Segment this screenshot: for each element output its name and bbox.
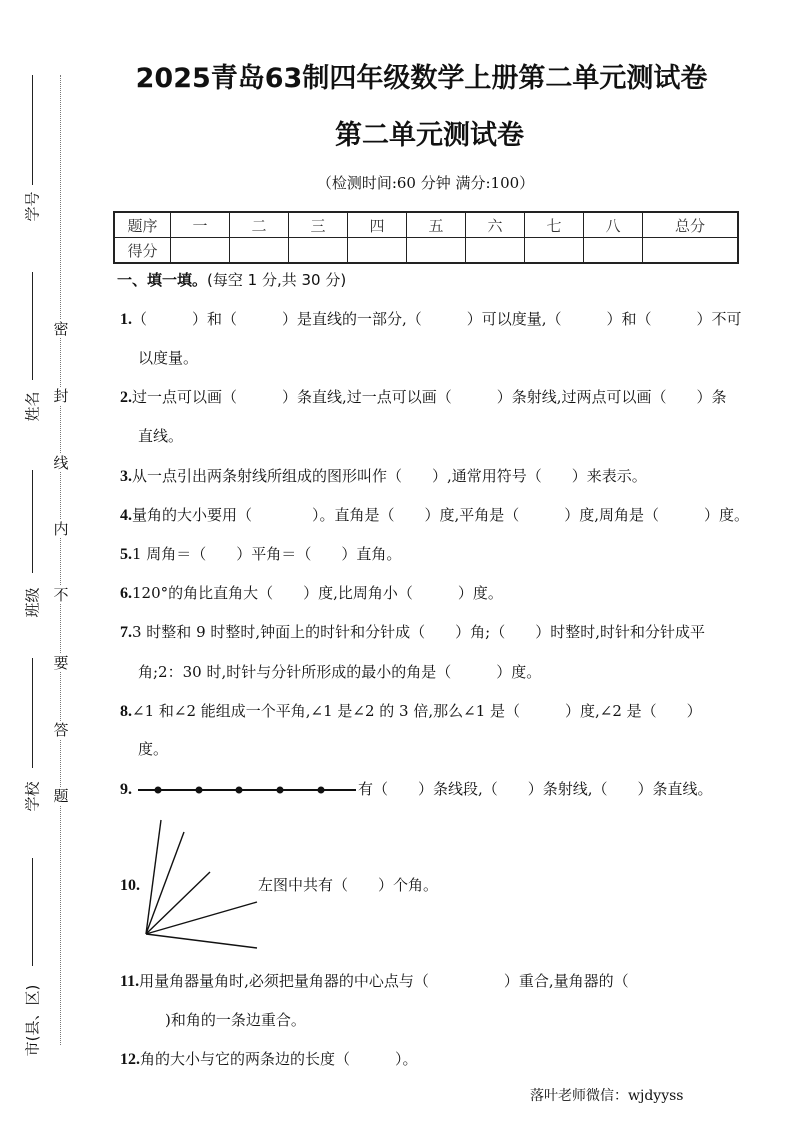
question-number: 7. [120, 624, 132, 641]
question-9-text: 有（ ）条线段,（ ）条射线,（ ）条直线。 [358, 780, 713, 798]
line-with-points-figure [136, 780, 358, 800]
question-6 [120, 583, 503, 604]
seal-char: 密 [53, 320, 69, 338]
question-10-text: 左图中共有（ ）个角。 [258, 876, 439, 894]
table-header-cell: 一 [171, 212, 230, 238]
score-cell[interactable] [525, 238, 584, 264]
question-number: 12. [120, 1051, 140, 1068]
question-7-continued: 角;2：30 时,时针与分针所形成的最小的角是（ ）度。 [138, 663, 542, 681]
question-number: 11. [120, 973, 140, 990]
score-cell[interactable] [171, 238, 230, 264]
question-number: 3. [120, 468, 132, 485]
seal-char: 要 [53, 654, 69, 672]
question-text: 3 时整和 9 时整时,钟面上的时针和分针成（ ）角;（ ）时整时,时针和分针成平 [132, 623, 705, 641]
question-number: 6. [120, 585, 132, 602]
question-number: 4. [120, 507, 132, 524]
school-label: 学校 [23, 781, 42, 812]
table-header-cell: 六 [466, 212, 525, 238]
table-header-cell: 八 [584, 212, 643, 238]
seal-char: 题 [53, 787, 69, 805]
table-header-cell: 二 [230, 212, 289, 238]
table-header-cell: 七 [525, 212, 584, 238]
seal-dotted-line [60, 75, 61, 1045]
question-number: 2. [120, 389, 132, 406]
question-text: 120°的角比直角大（ ）度,比周角小（ ）度。 [132, 584, 503, 602]
score-cell[interactable] [407, 238, 466, 264]
score-table-header-row [114, 212, 738, 238]
seal-char: 线 [53, 454, 69, 472]
question-4 [120, 505, 749, 526]
margin-line-city [32, 858, 33, 966]
score-table [113, 211, 739, 264]
student-id-label: 学号 [23, 191, 42, 222]
question-text: 量角的大小要用（ ）。直角是（ ）度,平角是（ ）度,周角是（ ）度。 [132, 506, 750, 524]
score-cell[interactable] [643, 238, 739, 264]
question-text: ∠1 和∠2 能组成一个平角,∠1 是∠2 的 3 倍,那么∠1 是（ ）度,∠2 是（ ） [132, 702, 702, 720]
table-header-cell: 总分 [643, 212, 739, 238]
question-text: 用量角器量角时,必须把量角器的中心点与（ ）重合,量角器的（ [139, 972, 629, 990]
score-cell[interactable] [466, 238, 525, 264]
seal-char: 答 [53, 721, 69, 739]
section-heading [117, 269, 346, 290]
section-note: (每空 1 分,共 30 分) [207, 271, 347, 289]
page-title: 2025青岛63制四年级数学上册第二单元测试卷 [135, 63, 708, 94]
question-2-continued: 直线。 [138, 427, 184, 445]
question-number: 5. [120, 546, 132, 563]
table-header-cell: 五 [407, 212, 466, 238]
question-1-continued: 以度量。 [138, 349, 199, 367]
table-header-cell: 题序 [114, 212, 171, 238]
score-cell[interactable] [230, 238, 289, 264]
margin-line-name [32, 272, 33, 380]
table-header-cell: 四 [348, 212, 407, 238]
question-number: 1. [120, 311, 132, 328]
question-8-continued: 度。 [138, 740, 169, 758]
score-row-label: 得分 [114, 238, 171, 264]
class-label: 班级 [23, 587, 42, 618]
question-text: 从一点引出两条射线所组成的图形叫作（ ）,通常用符号（ ）来表示。 [132, 467, 647, 485]
question-11 [120, 971, 629, 992]
question-7 [120, 622, 705, 643]
score-table-score-row [114, 238, 738, 264]
seal-char: 封 [53, 387, 69, 405]
seal-char: 不 [53, 586, 69, 604]
seal-char: 内 [53, 520, 69, 538]
question-2 [120, 387, 727, 408]
rays-angle-figure [140, 815, 265, 955]
question-number: 10. [120, 877, 140, 894]
question-12 [120, 1049, 418, 1070]
exam-info: （检测时间:60 分钟 满分:100） [316, 174, 535, 192]
score-cell[interactable] [348, 238, 407, 264]
margin-line-school [32, 658, 33, 768]
question-1 [120, 309, 742, 330]
section-title: 一、填一填。 [117, 271, 208, 289]
question-text: 过一点可以画（ ）条直线,过一点可以画（ ）条射线,过两点可以画（ ）条 [132, 388, 727, 406]
question-number: 8. [120, 703, 132, 720]
question-10 [120, 875, 140, 896]
question-number: 9. [120, 781, 132, 798]
question-8 [120, 701, 702, 722]
question-11-continued: )和角的一条边重合。 [150, 1011, 306, 1029]
score-cell[interactable] [289, 238, 348, 264]
name-label: 姓名 [23, 391, 42, 422]
question-9 [120, 779, 132, 800]
question-text: 角的大小与它的两条边的长度（ ）。 [140, 1050, 418, 1068]
footer-contact: 落叶老师微信：wjdyyss [530, 1088, 684, 1104]
question-5 [120, 544, 401, 565]
question-3 [120, 466, 647, 487]
table-header-cell: 三 [289, 212, 348, 238]
unit-title: 第二单元测试卷 [335, 120, 524, 151]
question-text: （ ）和（ ）是直线的一部分,（ ）可以度量,（ ）和（ ）不可 [132, 310, 742, 328]
question-text: 1 周角＝（ ）平角＝（ ）直角。 [132, 545, 402, 563]
city-label: 市(县、区) [23, 984, 42, 1057]
margin-line-class [32, 470, 33, 573]
score-cell[interactable] [584, 238, 643, 264]
